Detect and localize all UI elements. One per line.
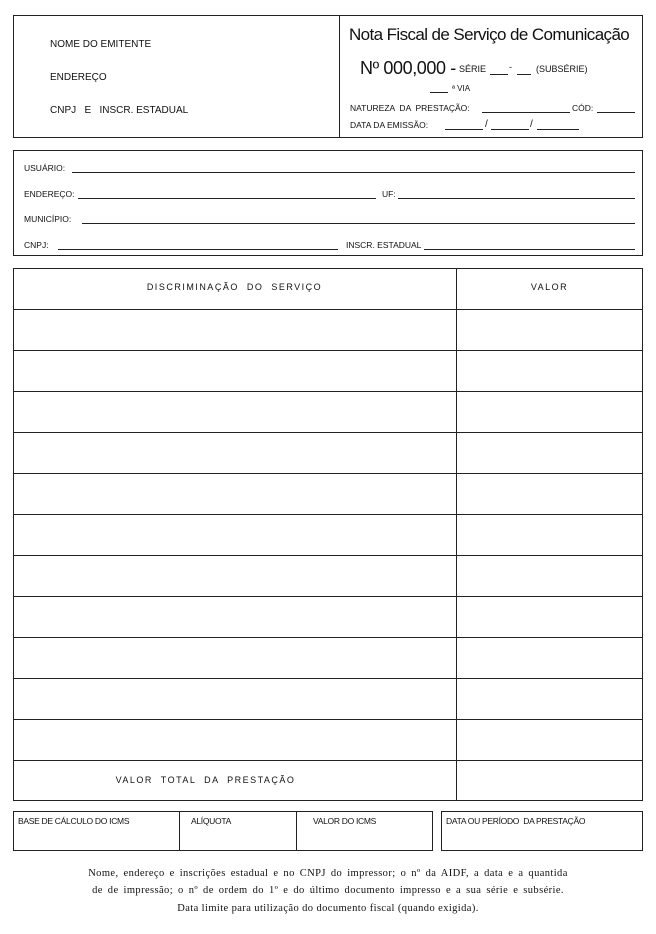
service-description-cell[interactable] bbox=[14, 556, 455, 595]
service-period-label: DATA OU PERÍODO DA PRESTAÇÃO bbox=[446, 816, 586, 826]
subseries-label: (SUBSÉRIE) bbox=[536, 64, 588, 74]
date-separator-1: / bbox=[485, 119, 488, 130]
invoice-title: Nota Fiscal de Serviço de Comunicação bbox=[349, 25, 630, 44]
customer-cnpj-label: CNPJ: bbox=[24, 240, 49, 250]
service-value-cell[interactable] bbox=[457, 556, 642, 595]
service-value-cell[interactable] bbox=[457, 351, 642, 390]
service-description-cell[interactable] bbox=[14, 310, 455, 349]
header-divider bbox=[339, 15, 340, 138]
description-column-header: DISCRIMINAÇÃO DO SERVIÇO bbox=[146, 282, 323, 292]
service-value-cell[interactable] bbox=[457, 433, 642, 472]
customer-uf-label: UF: bbox=[382, 189, 396, 199]
total-value-cell[interactable] bbox=[457, 761, 642, 800]
service-description-cell[interactable] bbox=[14, 474, 455, 513]
icms-rate-label: ALÍQUOTA bbox=[191, 816, 231, 826]
issue-date-month-field[interactable] bbox=[491, 129, 529, 130]
customer-state-reg-field[interactable] bbox=[424, 249, 635, 250]
service-value-cell[interactable] bbox=[457, 679, 642, 718]
total-label: VALOR TOTAL DA PRESTAÇÃO bbox=[115, 775, 296, 785]
printer-info-line-1: Nome, endereço e inscrições estadual e no CNPJ do impressor; o nº da AIDF, a data e a quantida bbox=[88, 868, 568, 879]
customer-cnpj-field[interactable] bbox=[58, 249, 338, 250]
series-separator: - bbox=[509, 62, 512, 72]
customer-address-field[interactable] bbox=[78, 198, 376, 199]
service-value-cell[interactable] bbox=[457, 474, 642, 513]
series-label: SÉRIE bbox=[459, 64, 487, 74]
service-description-cell[interactable] bbox=[14, 515, 455, 554]
service-description-cell[interactable] bbox=[14, 433, 455, 472]
service-value-cell[interactable] bbox=[457, 310, 642, 349]
customer-city-label: MUNICÍPIO: bbox=[24, 214, 72, 224]
service-value-cell[interactable] bbox=[457, 720, 642, 759]
issue-date-day-field[interactable] bbox=[445, 129, 483, 130]
copy-number-field[interactable] bbox=[430, 92, 448, 93]
customer-box bbox=[13, 150, 643, 256]
customer-state-reg-label: INSCR. ESTADUAL bbox=[346, 240, 422, 250]
date-separator-2: / bbox=[530, 119, 533, 130]
customer-user-field[interactable] bbox=[72, 172, 635, 173]
issuer-name-label: NOME DO EMITENTE bbox=[50, 39, 152, 50]
customer-uf-field[interactable] bbox=[398, 198, 635, 199]
issue-date-label: DATA DA EMISSÃO: bbox=[350, 120, 429, 130]
service-description-cell[interactable] bbox=[14, 638, 455, 677]
nature-label: NATUREZA DA PRESTAÇÃO: bbox=[350, 103, 470, 113]
code-label: CÓD: bbox=[572, 103, 594, 113]
subseries-field[interactable] bbox=[517, 74, 531, 75]
issuer-cnpj-label: CNPJ E INSCR. ESTADUAL bbox=[50, 105, 189, 116]
service-description-cell[interactable] bbox=[14, 392, 455, 431]
customer-address-label: ENDEREÇO: bbox=[24, 189, 75, 199]
series-field[interactable] bbox=[490, 74, 508, 75]
invoice-number: Nº 000,000 - bbox=[360, 58, 456, 78]
service-value-cell[interactable] bbox=[457, 638, 642, 677]
service-description-cell[interactable] bbox=[14, 351, 455, 390]
icms-divider-1 bbox=[179, 811, 180, 851]
icms-value-label: VALOR DO ICMS bbox=[313, 816, 377, 826]
code-field[interactable] bbox=[597, 112, 635, 113]
copy-label: ª VIA bbox=[452, 84, 471, 93]
service-value-cell[interactable] bbox=[457, 597, 642, 636]
service-value-cell[interactable] bbox=[457, 515, 642, 554]
icms-base-label: BASE DE CÁLCULO DO ICMS bbox=[18, 816, 130, 826]
service-value-cell[interactable] bbox=[457, 392, 642, 431]
printer-info-line-2: de de impressão; o nº de ordem do 1º e do último documento impresso e a sua série e subsérie. bbox=[92, 885, 564, 896]
service-description-cell[interactable] bbox=[14, 679, 455, 718]
issue-date-year-field[interactable] bbox=[537, 129, 579, 130]
customer-city-field[interactable] bbox=[82, 223, 635, 224]
issuer-address-label: ENDEREÇO bbox=[50, 72, 107, 83]
nature-field[interactable] bbox=[482, 112, 570, 113]
printer-info-line-3: Data limite para utilização do documento fiscal (quando exigida). bbox=[177, 903, 479, 914]
service-description-cell[interactable] bbox=[14, 720, 455, 759]
icms-divider-2 bbox=[296, 811, 297, 851]
value-column-header: VALOR bbox=[530, 282, 569, 292]
customer-user-label: USUÁRIO: bbox=[24, 163, 66, 173]
service-description-cell[interactable] bbox=[14, 597, 455, 636]
